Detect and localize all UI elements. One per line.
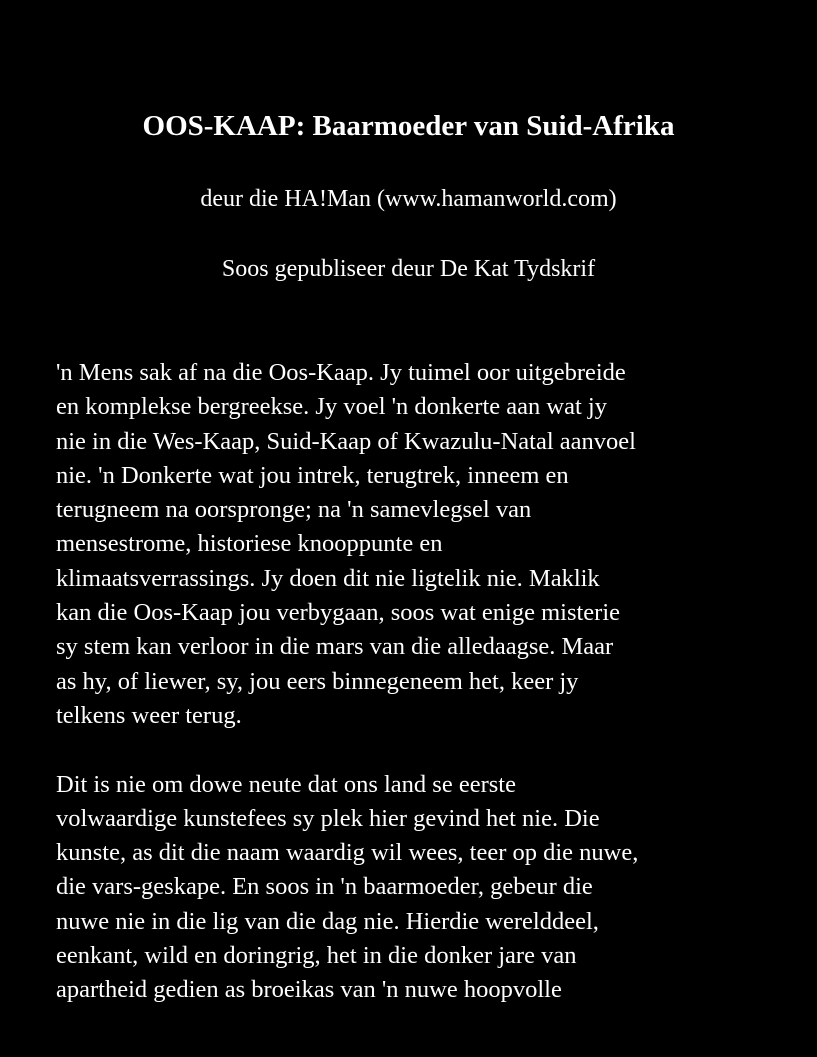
text-line: nuwe nie in die lig van die dag nie. Hierdie werelddeel, — [56, 907, 599, 935]
document-title: OOS-KAAP: Baarmoeder van Suid-Afrika — [142, 110, 675, 142]
text-line: as hy, of liewer, sy, jou eers binnegeneem het, keer jy — [56, 667, 579, 695]
paragraph-1 — [56, 356, 796, 733]
text-line: terugneem na oorspronge; na 'n samevlegsel van — [56, 496, 532, 524]
text-line: volwaardige kunstefees sy plek hier gevind het nie. Die — [56, 804, 600, 832]
text-line: apartheid gedien as broeikas van 'n nuwe hoopvolle — [56, 976, 562, 1004]
text-line: Dit is nie om dowe neute dat ons land se eerste — [56, 770, 516, 798]
text-line: kunste, as dit die naam waardig wil wees, teer op die nuwe, — [56, 839, 639, 867]
paragraph-2 — [56, 768, 796, 1008]
text-line: sy stem kan verloor in die mars van die alledaagse. Maar — [56, 633, 614, 661]
text-line: mensestrome, historiese knooppunte en — [56, 530, 443, 558]
text-line: nie in die Wes-Kaap, Suid-Kaap of Kwazulu-Natal aanvoel — [56, 427, 636, 455]
text-line: 'n Mens sak af na die Oos-Kaap. Jy tuimel oor uitgebreide — [56, 359, 626, 386]
text-line: klimaatsverrassings. Jy doen dit nie ligtelik nie. Maklik — [56, 564, 600, 592]
text-line: en komplekse bergreekse. Jy voel 'n donkerte aan wat jy — [56, 393, 607, 421]
text-line: nie. 'n Donkerte wat jou intrek, terugtrek, inneem en — [56, 461, 569, 489]
article-body — [56, 356, 796, 1008]
publication-note: Soos gepubliseer deur De Kat Tydskrif — [221, 256, 596, 282]
text-line: kan die Oos-Kaap jou verbygaan, soos wat enige misterie — [56, 599, 621, 627]
text-line: telkens weer terug. — [56, 701, 242, 729]
text-line: die vars-geskape. En soos in 'n baarmoeder, gebeur die — [56, 873, 593, 901]
byline: deur die HA!Man (www.hamanworld.com) — [200, 186, 617, 212]
text-line: eenkant, wild en doringrig, het in die donker jare van — [56, 942, 577, 970]
paragraph-spacer — [56, 733, 796, 767]
